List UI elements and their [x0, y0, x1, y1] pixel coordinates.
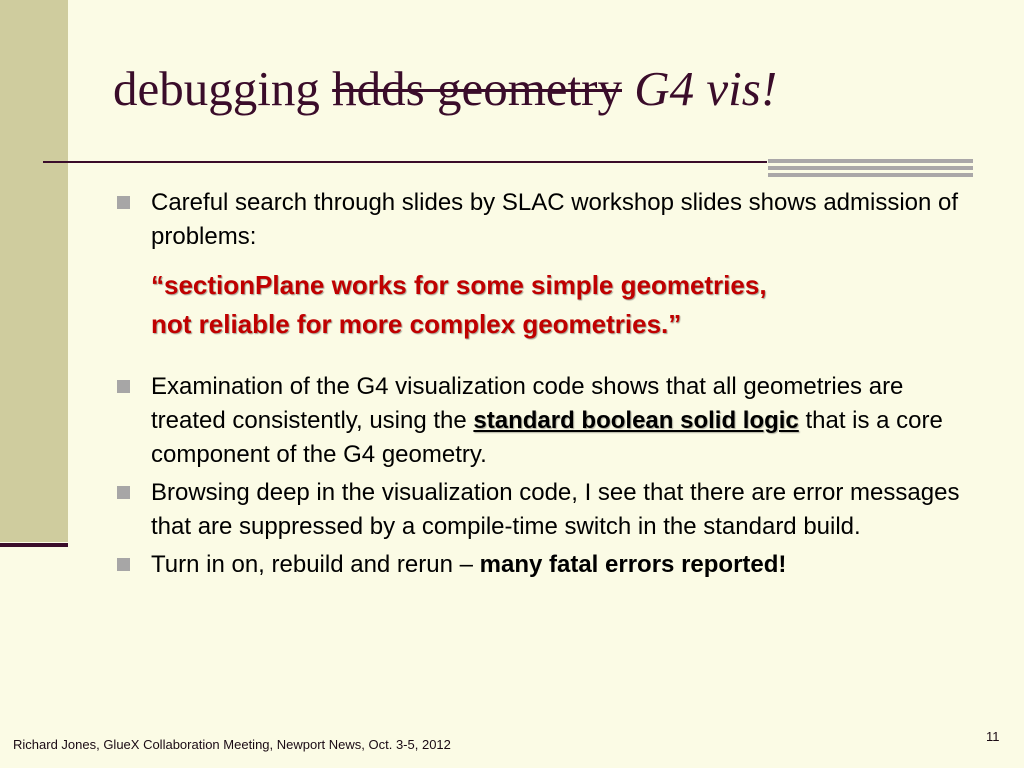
title-decoration-bars — [768, 159, 973, 177]
title-prefix: debugging — [113, 61, 333, 116]
bullet-emphasis: many fatal errors reported! — [479, 551, 787, 578]
square-bullet-icon — [117, 196, 130, 209]
bullet-item — [113, 476, 973, 544]
left-accent-line — [0, 543, 68, 547]
title-underline — [43, 161, 767, 163]
hyperlink[interactable]: standard boolean solid logic — [473, 407, 799, 434]
quote-line: not reliable for more complex geometries.” — [151, 309, 682, 339]
bullet-text: Careful search through slides by SLAC workshop slides shows admission of problems: — [151, 189, 959, 250]
bullet-list — [113, 370, 973, 582]
slide-number: 11 — [986, 729, 1000, 744]
quote-block — [151, 266, 973, 344]
bullet-text: that is a core component of the G4 geometry. — [151, 407, 943, 468]
left-accent-band — [0, 0, 68, 542]
square-bullet-icon — [117, 558, 130, 571]
title-emphasis: G4 vis! — [622, 61, 778, 116]
bullet-item — [113, 370, 973, 472]
bullet-item — [113, 186, 973, 254]
square-bullet-icon — [117, 486, 130, 499]
slide-body — [113, 186, 973, 586]
quote-line: “sectionPlane works for some simple geometries, — [151, 270, 767, 300]
title-struck-text: hdds geometry — [332, 61, 622, 116]
slide-title — [113, 62, 777, 116]
bullet-text: Turn in on, rebuild and rerun – — [151, 551, 480, 578]
slide-footer: Richard Jones, GlueX Collaboration Meeting, Newport News, Oct. 3-5, 2012 — [13, 737, 451, 752]
square-bullet-icon — [117, 380, 130, 393]
bullet-item — [113, 548, 973, 582]
bullet-text: Examination of the G4 visualization code shows that all geometries are treated consistently, using the — [151, 373, 904, 434]
bullet-list — [113, 186, 973, 254]
bullet-text: Browsing deep in the visualization code, I see that there are error messages that are suppressed by a compile-time switch in the standard build. — [151, 479, 960, 540]
